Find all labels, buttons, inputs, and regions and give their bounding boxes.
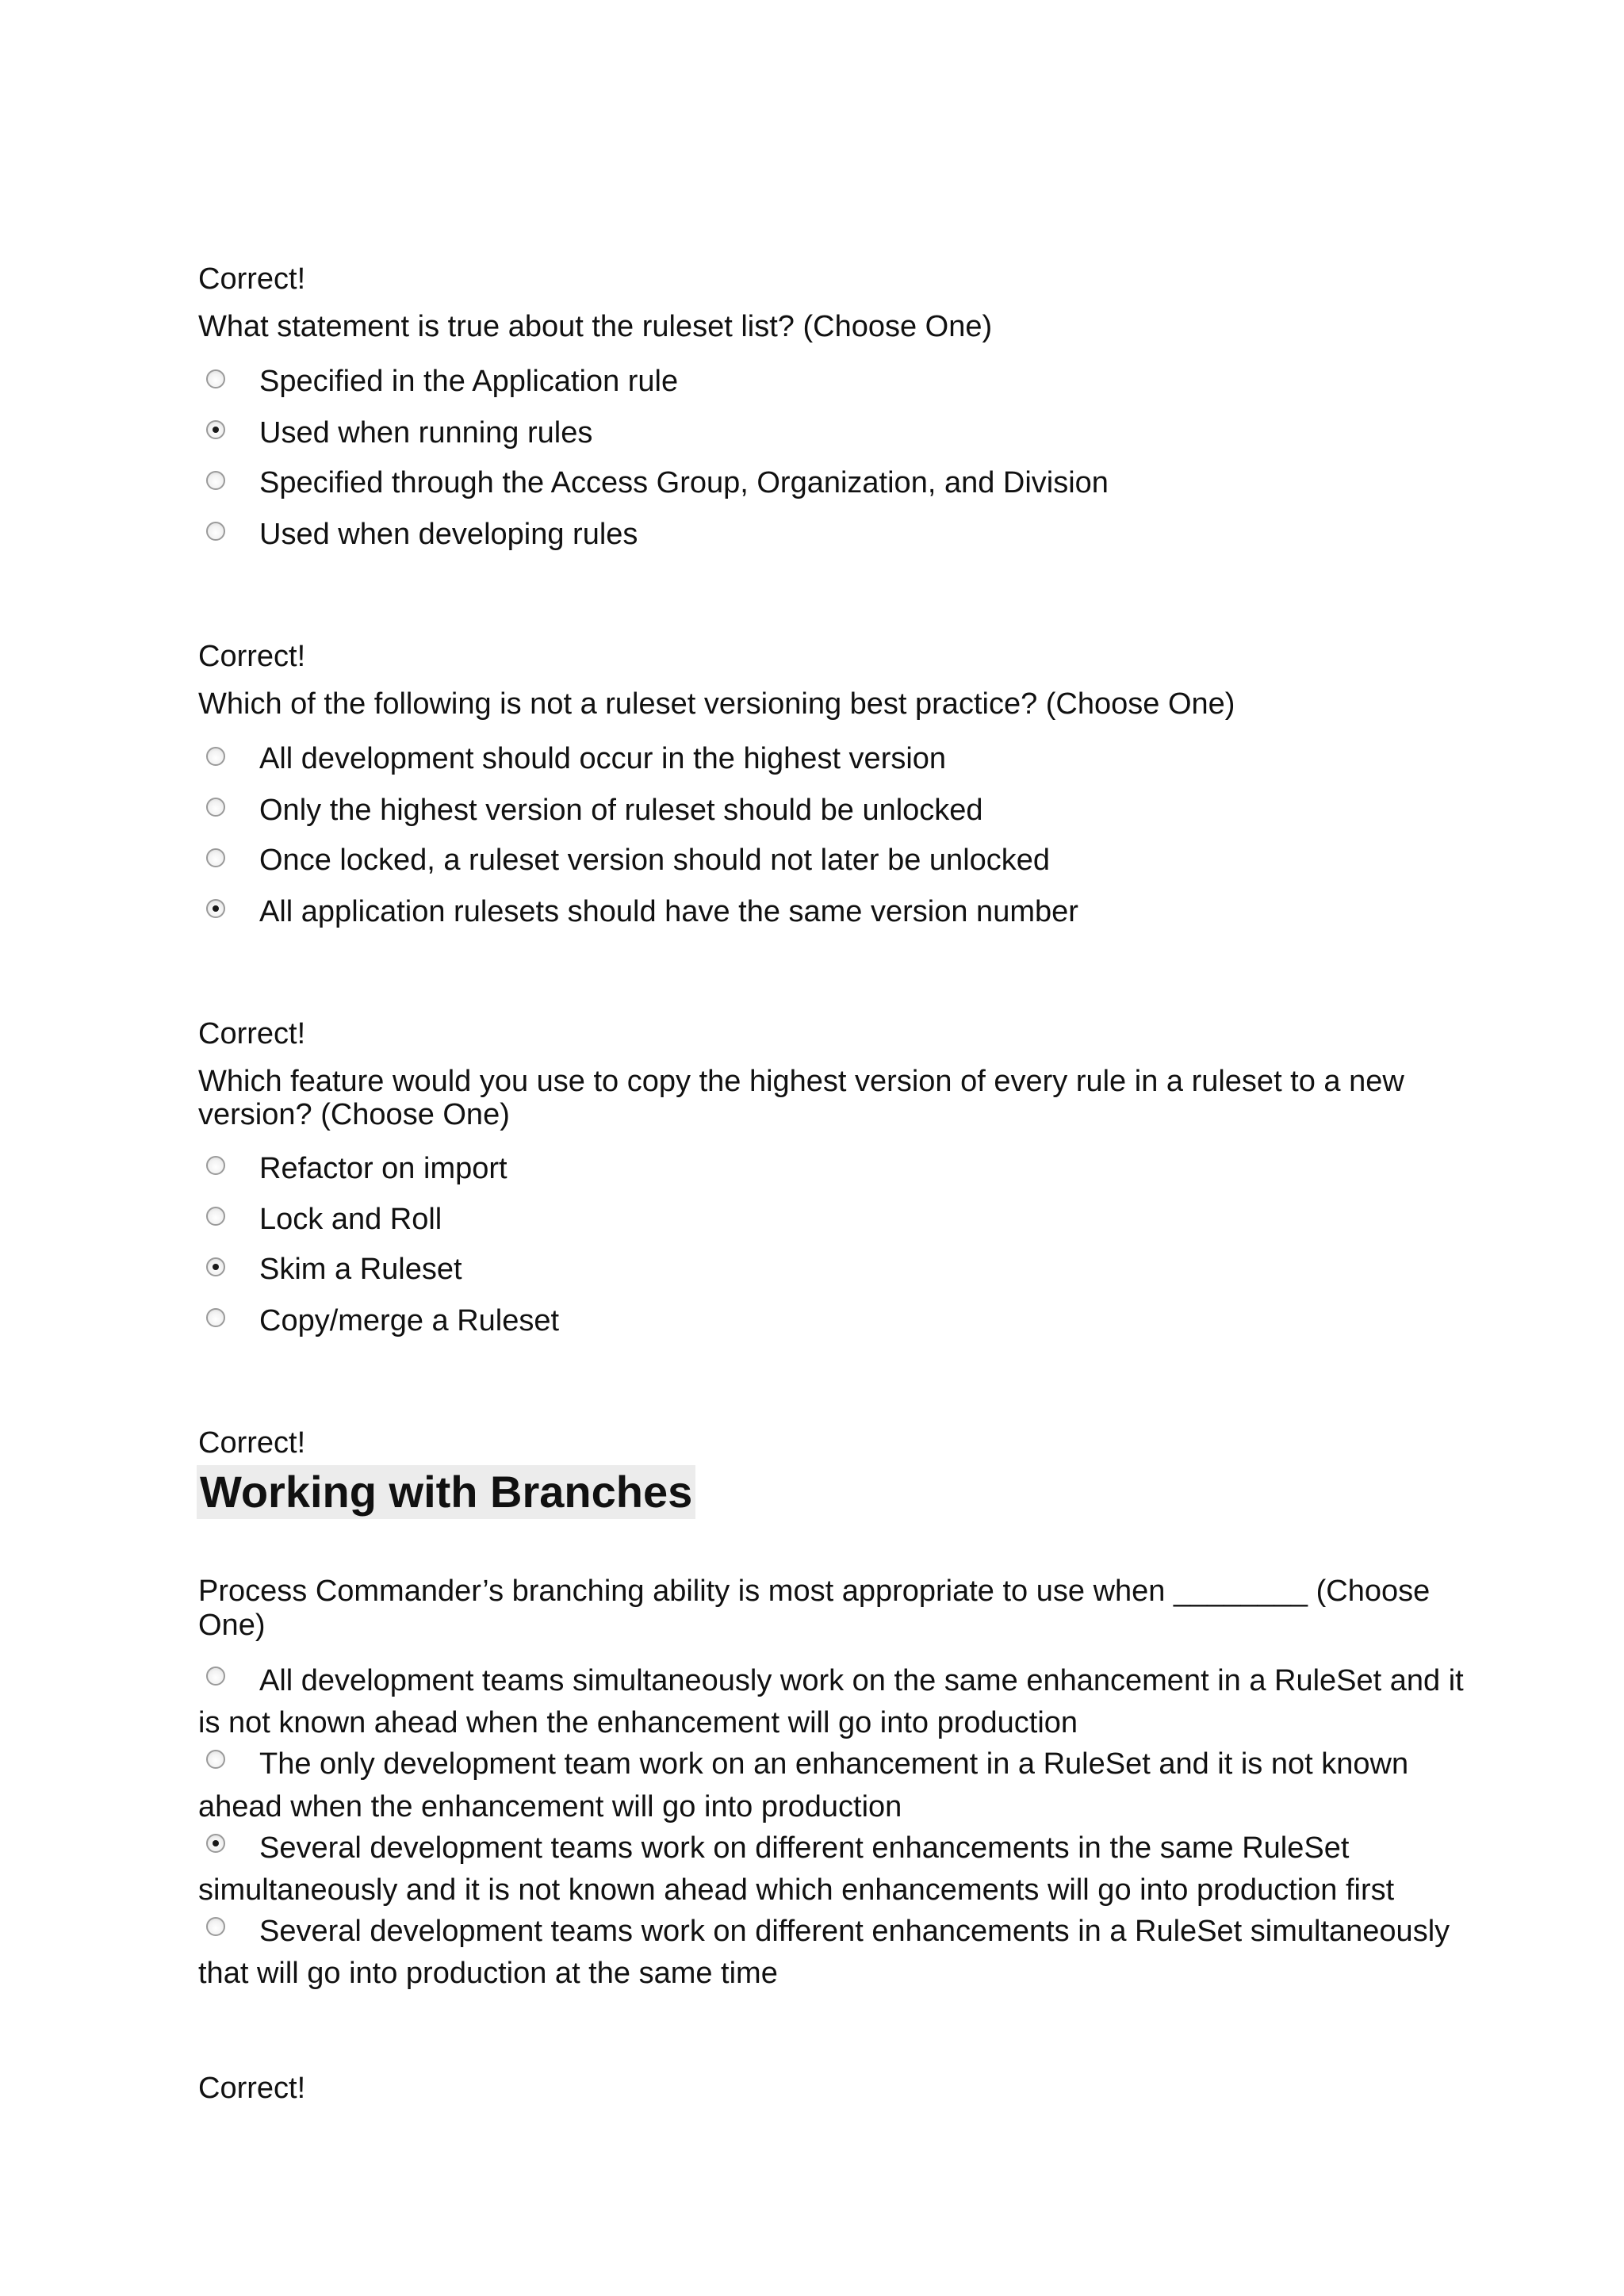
radio-option[interactable] xyxy=(206,1207,225,1226)
question-text-line2: version? (Choose One) xyxy=(198,1098,510,1131)
option-label-line2: that will go into production at the same time xyxy=(198,1957,778,1990)
result-correct: Correct! xyxy=(198,640,306,673)
option-label: All application rulesets should have the same version number xyxy=(259,895,1078,928)
radio-option[interactable] xyxy=(206,1750,225,1769)
result-correct: Correct! xyxy=(198,1426,306,1460)
radio-option[interactable] xyxy=(206,1667,225,1686)
radio-option[interactable] xyxy=(206,522,225,541)
question-text: Which of the following is not a ruleset versioning best practice? (Choose One) xyxy=(198,687,1235,721)
radio-option[interactable] xyxy=(206,747,225,766)
radio-option-selected[interactable] xyxy=(206,1834,225,1853)
option-label: Once locked, a ruleset version should not later be unlocked xyxy=(259,844,1051,877)
option-label-line2: ahead when the enhancement will go into production xyxy=(198,1790,902,1823)
radio-option[interactable] xyxy=(206,471,225,490)
question-text-line1: Process Commander’s branching ability is most appropriate to use when ________ (Choose xyxy=(198,1575,1431,1608)
option-label: Refactor on import xyxy=(259,1152,508,1185)
question-text-line2: One) xyxy=(198,1609,266,1642)
option-label: Copy/merge a Ruleset xyxy=(259,1304,560,1337)
radio-option[interactable] xyxy=(206,1156,225,1175)
question-text-line1: Which feature would you use to copy the highest version of every rule in a ruleset to a new xyxy=(198,1065,1404,1098)
option-label: All development should occur in the highest version xyxy=(259,742,947,775)
option-label: Lock and Roll xyxy=(259,1203,442,1236)
radio-option[interactable] xyxy=(206,1308,225,1327)
result-correct: Correct! xyxy=(198,2072,306,2105)
option-label-line1: Several development teams work on different enhancements in a RuleSet simultaneously xyxy=(259,1915,1450,1948)
radio-option-selected[interactable] xyxy=(206,899,225,918)
result-correct: Correct! xyxy=(198,1017,306,1050)
section-heading: Working with Branches xyxy=(197,1465,695,1519)
radio-option-selected[interactable] xyxy=(206,1257,225,1276)
option-label-line1: All development teams simultaneously work on the same enhancement in a RuleSet and it xyxy=(259,1664,1464,1697)
radio-option-selected[interactable] xyxy=(206,420,225,439)
radio-option[interactable] xyxy=(206,848,225,867)
option-label: Only the highest version of ruleset should be unlocked xyxy=(259,794,983,827)
result-correct: Correct! xyxy=(198,262,306,296)
option-label-line2: is not known ahead when the enhancement will go into production xyxy=(198,1706,1078,1739)
option-label: Used when running rules xyxy=(259,416,593,450)
radio-option[interactable] xyxy=(206,1917,225,1936)
option-label-line1: The only development team work on an enhancement in a RuleSet and it is not known xyxy=(259,1747,1409,1781)
option-label: Specified through the Access Group, Organization, and Division xyxy=(259,466,1109,499)
radio-option[interactable] xyxy=(206,369,225,388)
option-label: Skim a Ruleset xyxy=(259,1253,462,1286)
option-label-line1: Several development teams work on different enhancements in the same RuleSet xyxy=(259,1831,1350,1865)
question-text: What statement is true about the ruleset list? (Choose One) xyxy=(198,310,993,343)
option-label-line2: simultaneously and it is not known ahead which enhancements will go into production first xyxy=(198,1873,1395,1907)
option-label: Specified in the Application rule xyxy=(259,365,679,398)
option-label: Used when developing rules xyxy=(259,518,638,551)
radio-option[interactable] xyxy=(206,798,225,817)
